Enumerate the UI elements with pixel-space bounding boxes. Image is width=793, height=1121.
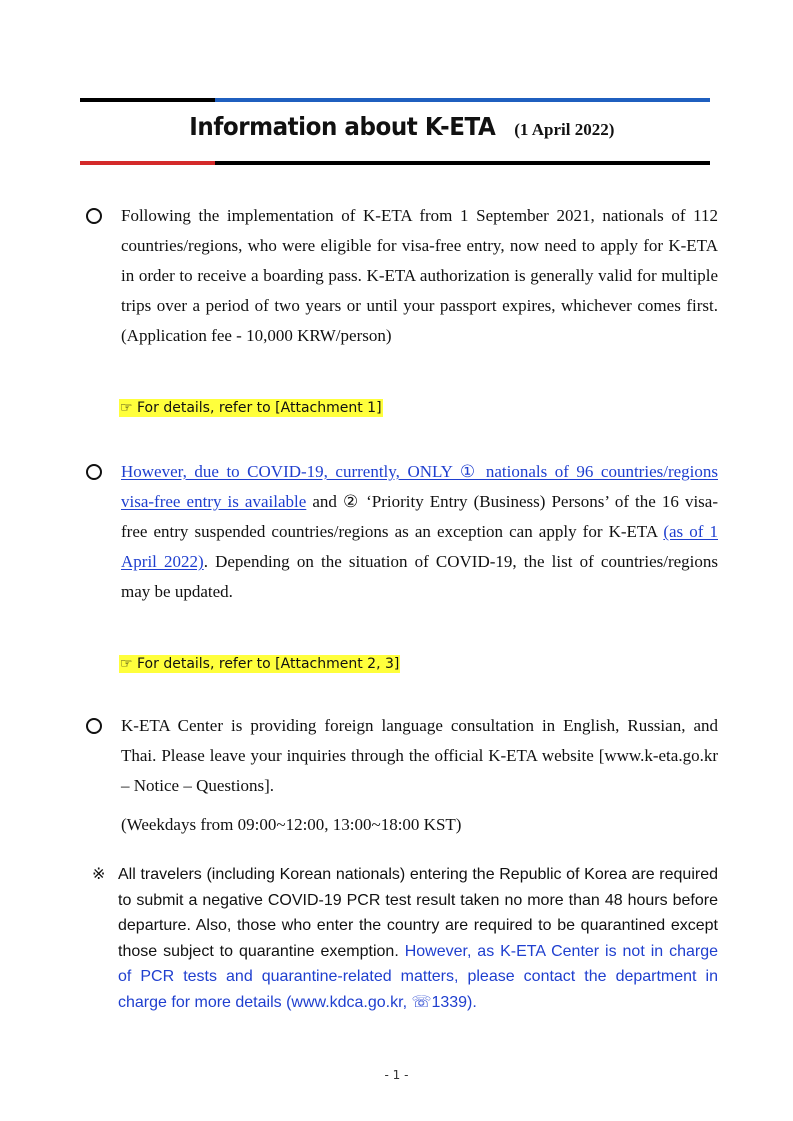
circle-bullet-icon <box>86 208 102 224</box>
circle-bullet-icon <box>86 464 102 480</box>
note-text: All travelers (including Korean nationals) entering the Republic of Korea are required to submit a negative COVID-19 PCR test result taken no more than 48 hours before departure. Also, those who enter the country are required to be quarantined except those subject to quarantine exemption. <box>118 866 718 960</box>
header-rule-top-blue <box>215 98 710 102</box>
restriction-link-text[interactable]: However, due to COVID-19, currently, ONLY ① nationals of 96 countries/regions visa-free entry is available <box>121 462 718 511</box>
attachment-1-reference: ☞ For details, refer to [Attachment 1] <box>120 400 382 416</box>
note-contact-text: However, as K-ETA Center is not in charge of PCR tests and quarantine-related matters, please contact the department in charge for more details (www.kdca.go.kr, ☏1339). <box>118 942 718 1011</box>
circle-bullet-icon <box>86 718 102 734</box>
header-rule-bottom-black <box>215 161 710 165</box>
restriction-tail-text: . Depending on the situation of COVID-19, the list of countries/regions may be updated. <box>121 552 719 601</box>
as-of-date-link[interactable]: (as of 1 April 2022) <box>121 522 718 571</box>
page-number: - 1 - <box>384 1068 409 1082</box>
page-title <box>80 112 710 141</box>
restriction-mid-text: and ② ‘Priority Entry (Business) Persons’ of the 16 visa-free entry suspended countries/regions as an exception can apply for K-ETA <box>121 492 719 541</box>
travel-note <box>118 862 718 1015</box>
consultation-hours: (Weekdays from 09:00~12:00, 13:00~18:00 KST) <box>121 815 462 834</box>
header-rule-bottom-red <box>80 161 215 165</box>
header-rule-top-black <box>80 98 215 102</box>
paragraph-consultation: K-ETA Center is providing foreign language consultation in English, Russian, and Thai. Please leave your inquiries through the official K-ETA website [www.k-eta.go.kr – Notice – Questions]. <box>121 716 718 795</box>
title-text: Information about K-ETA <box>188 112 495 141</box>
paragraph-keta-intro: Following the implementation of K-ETA from 1 September 2021, nationals of 112 countries/regions, who were eligible for visa-free entry, now need to apply for K-ETA in order to receive a boarding pass. K-ETA authorization is generally valid for multiple trips over a period of two years or until your passport expires, whichever comes first. (Application fee - 10,000 KRW/person) <box>121 206 718 345</box>
title-date: (1 April 2022) <box>514 120 615 139</box>
reference-mark-icon: ※ <box>92 864 106 883</box>
paragraph-covid-restriction <box>121 457 718 607</box>
attachment-2-3-reference: ☞ For details, refer to [Attachment 2, 3] <box>120 656 400 672</box>
